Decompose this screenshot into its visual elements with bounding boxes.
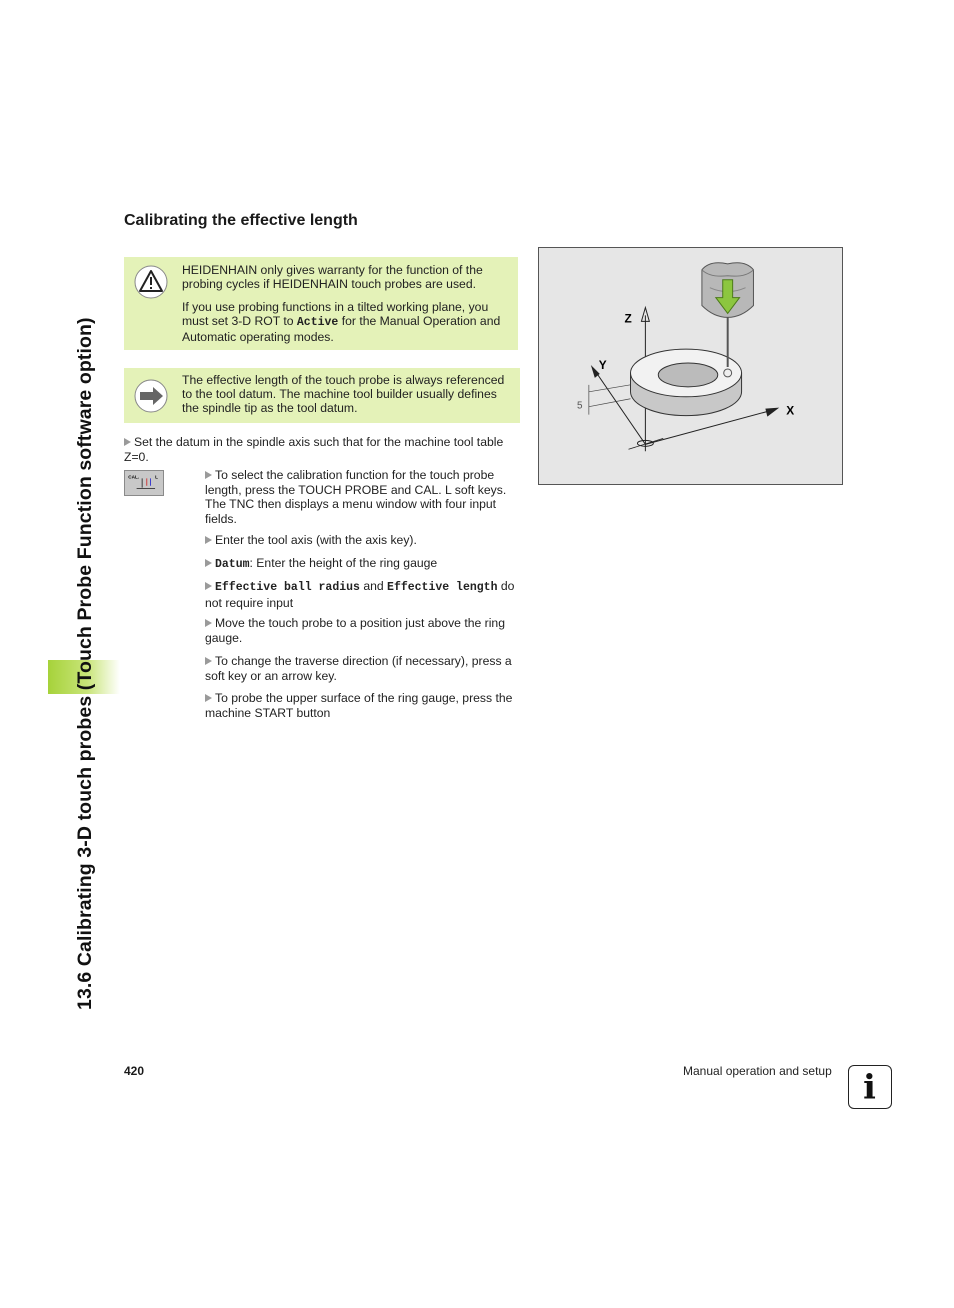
arrow-right-icon [134, 379, 168, 413]
step-tool-axis: Enter the tool axis (with the axis key). [205, 533, 521, 548]
warning-text-2: If you use probing functions in a tilted working plane, you must set 3-D ROT to Active for the Manual Operation and Automatic operating modes. [182, 300, 501, 344]
warning-text-1: HEIDENHAIN only gives warranty for the function of the probing cycles if HEIDENHAIN touch probes are used. [182, 263, 483, 291]
step-set-datum: Set the datum in the spindle axis such that for the machine tool table Z=0. [124, 435, 504, 464]
cal-l-softkey[interactable] [124, 470, 164, 496]
step-probe-surface: To probe the upper surface of the ring gauge, press the machine START button [205, 691, 513, 720]
code-effective-length: Effective length [387, 581, 498, 594]
axis-label-x: X [786, 403, 795, 418]
cal-l-softkey-icon [125, 471, 163, 495]
page-number: 420 [124, 1064, 145, 1078]
ring-gauge-diagram [539, 248, 842, 484]
bullet-arrow-icon [205, 694, 212, 702]
ring-gauge-figure [538, 247, 843, 485]
info-note [124, 368, 520, 423]
chapter-side-title: 13.6 Calibrating 3-D touch probes (Touch Probe Function software option) [74, 317, 96, 1010]
step-datum: Datum: Enter the height of the ring gauge [205, 556, 521, 573]
step-move-probe: Move the touch probe to a position just above the ring gauge. [205, 616, 505, 645]
bullet-arrow-icon [205, 536, 212, 544]
info-icon-glyph [849, 1066, 890, 1107]
softkey-label-right: L [155, 474, 158, 480]
section-heading: Calibrating the effective length [124, 212, 358, 229]
bullet-arrow-icon [124, 438, 131, 446]
info-text: The effective length of the touch probe is always referenced to the tool datum. The machine tool builder usually defines the spindle tip as the tool datum. [182, 373, 505, 415]
code-ball-radius: Effective ball radius [215, 581, 360, 594]
step-ball-radius: Effective ball radius and Effective length do not require input [205, 579, 515, 610]
info-letter: i [863, 1067, 876, 1107]
step-select-function: To select the calibration function for the touch probe length, press the TOUCH PROBE and CAL. L soft keys. The TNC then displays a menu window with four input fields. [205, 468, 507, 526]
bullet-arrow-icon [205, 471, 212, 479]
bullet-arrow-icon [205, 657, 212, 665]
softkey-label-left: CAL. [128, 474, 140, 480]
axis-label-y: Y [598, 357, 607, 372]
bullet-arrow-icon [205, 619, 212, 627]
code-active: Active [296, 316, 339, 329]
footer-chapter-title: Manual operation and setup [683, 1064, 832, 1078]
code-datum: Datum [215, 558, 250, 571]
warning-note [124, 257, 518, 350]
bullet-arrow-icon [205, 559, 212, 567]
info-icon [848, 1065, 892, 1109]
warning-triangle-icon [134, 265, 168, 299]
bullet-arrow-icon [205, 582, 212, 590]
dimension-label: 5 [576, 400, 583, 412]
axis-label-z: Z [624, 311, 632, 326]
step-traverse: To change the traverse direction (if necessary), press a soft key or an arrow key. [205, 654, 512, 683]
